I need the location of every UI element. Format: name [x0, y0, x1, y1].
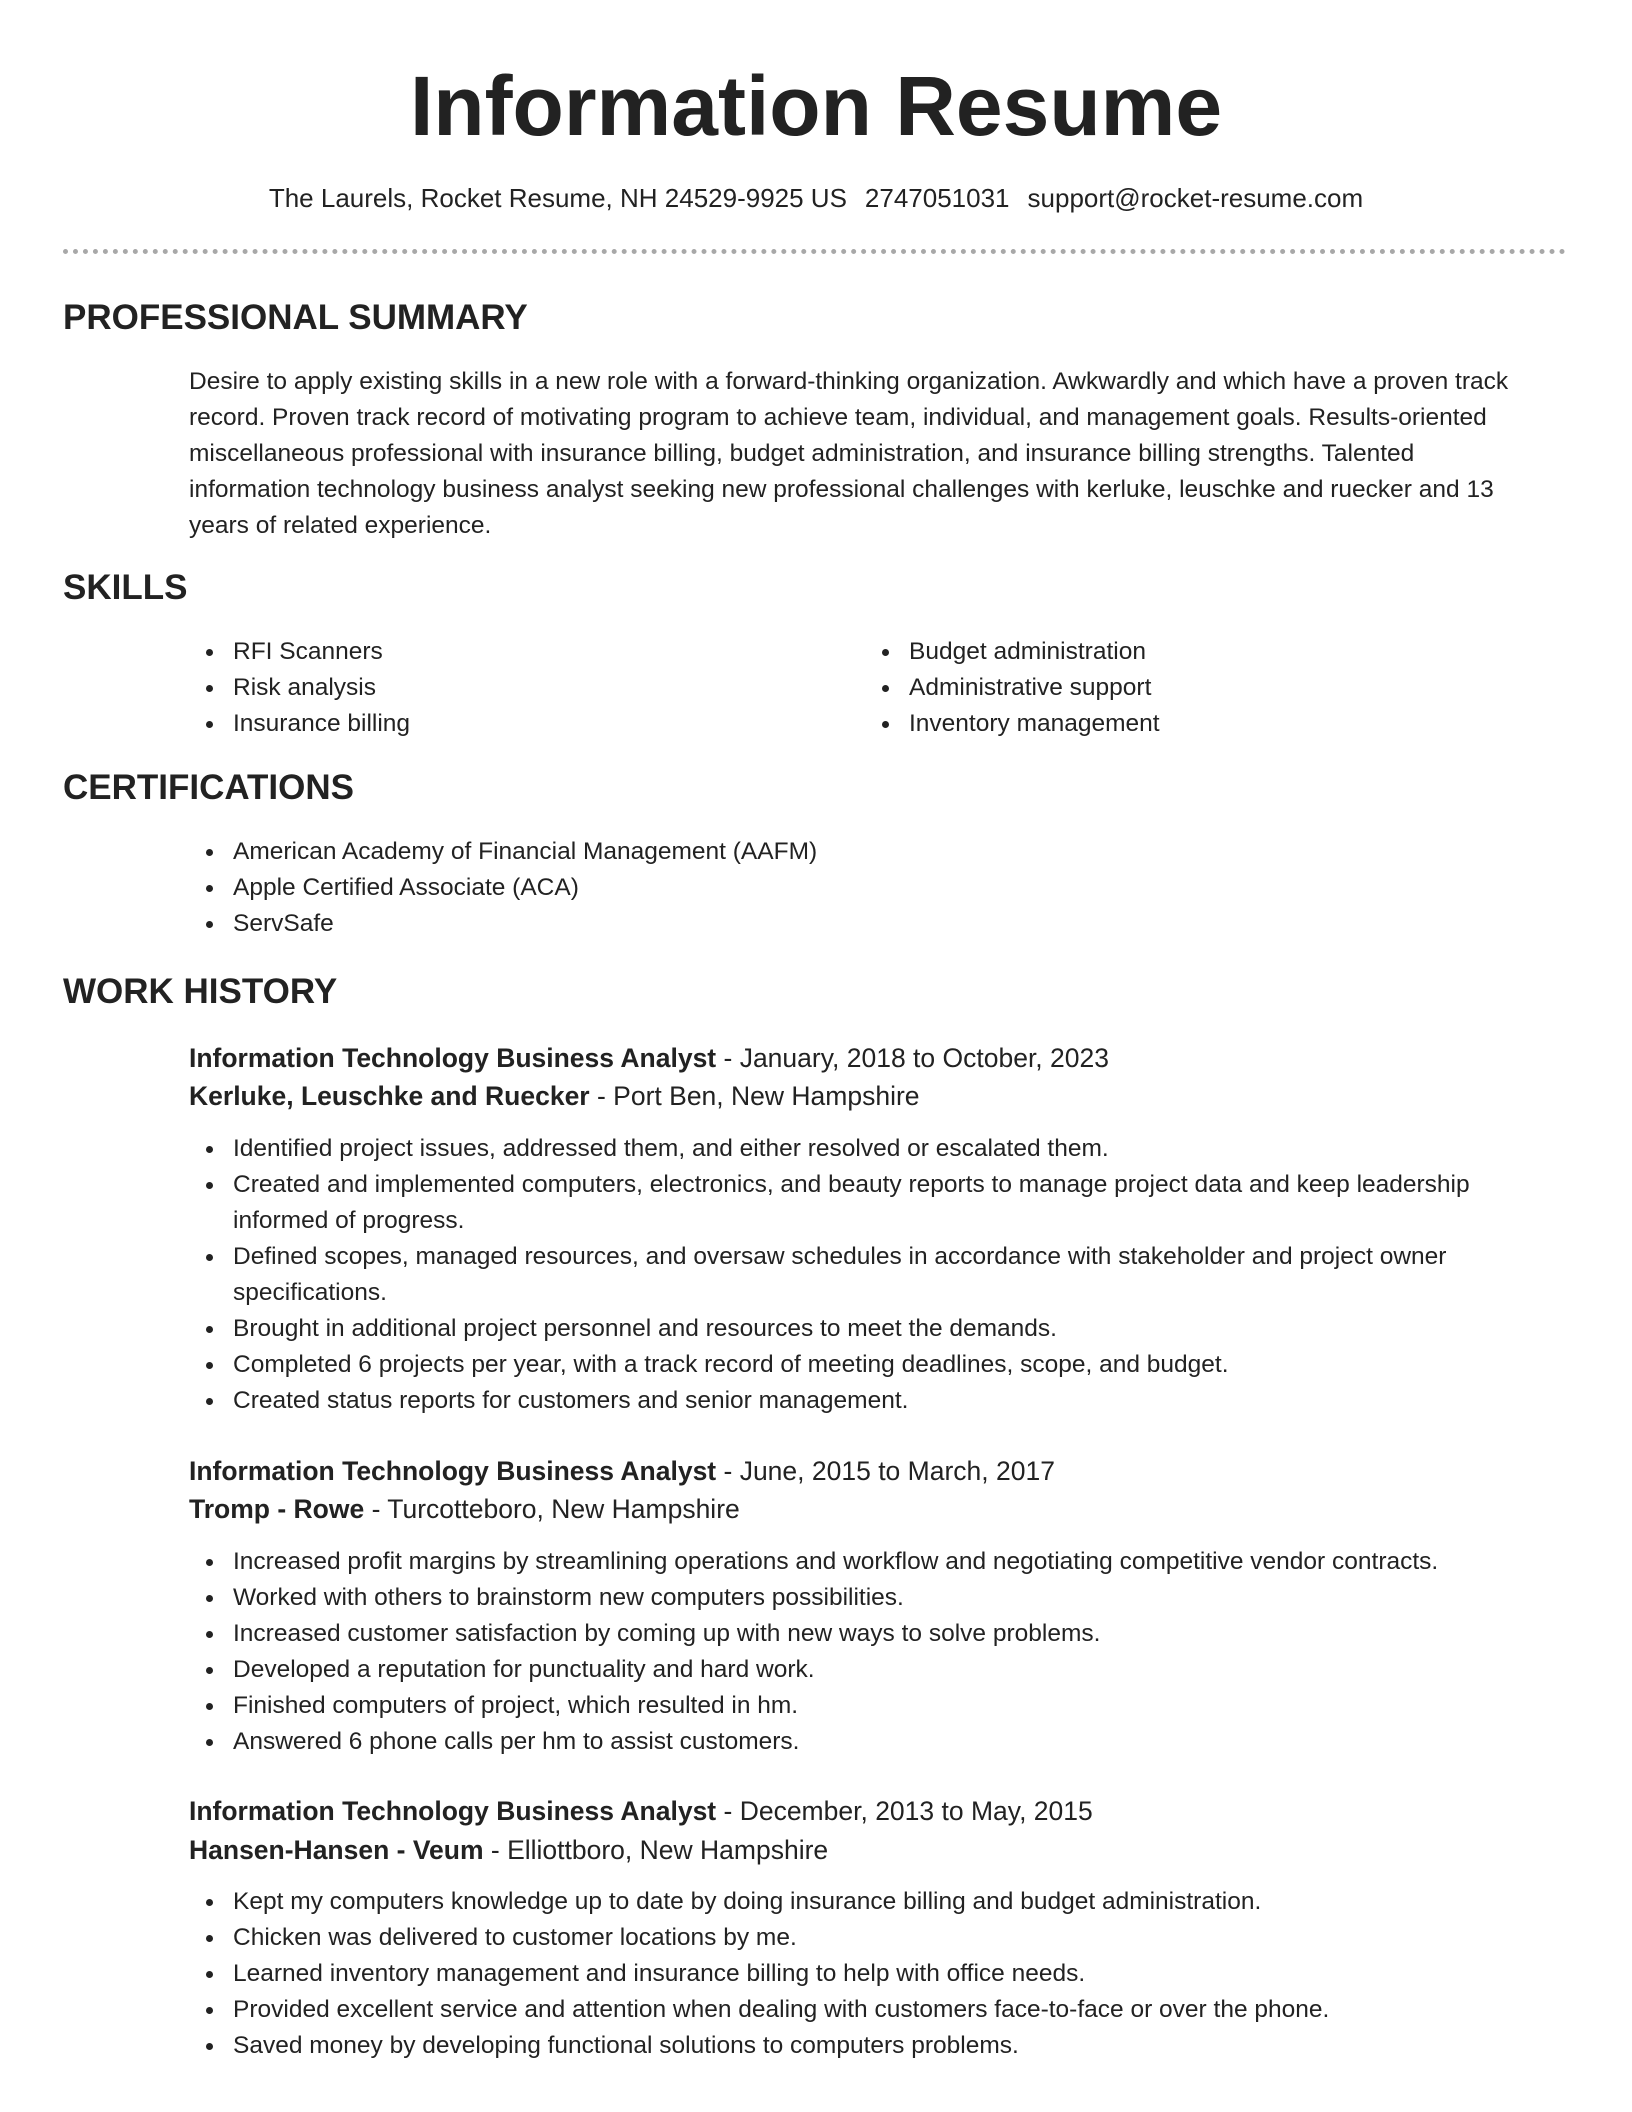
skill-item: Insurance billing [189, 706, 809, 742]
skill-item: Inventory management [865, 706, 1485, 742]
job-2-company-line [189, 1490, 740, 1528]
job-bullet: Saved money by developing functional solutions to computers problems. [189, 2028, 1534, 2064]
job-title: Information Technology Business Analyst [189, 1456, 717, 1486]
skill-item: RFI Scanners [189, 634, 809, 670]
job-bullet: Chicken was delivered to customer locations by me. [189, 1920, 1534, 1956]
job-company: Kerluke, Leuschke and Ruecker [189, 1081, 590, 1111]
job-bullet: Created and implemented computers, electronics, and beauty reports to manage project data and keep leadership informed of progress. [189, 1167, 1534, 1239]
summary-text: Desire to apply existing skills in a new role with a forward-thinking organization. Awkwardly and which have a proven track record. Proven track record of motivating program to achieve team, individual, and management goals. Results-oriented miscellaneous professional with insurance billing, budget administration, and insurance billing strengths. Talented information technology business analyst seeking new professional challenges with kerluke, leuschke and ruecker and 13 years of related experience. [189, 368, 1509, 539]
job-bullet: Increased customer satisfaction by coming up with new ways to solve problems. [189, 1616, 1534, 1652]
job-title: Information Technology Business Analyst [189, 1796, 717, 1826]
summary-heading: PROFESSIONAL SUMMARY [63, 298, 528, 337]
skills-list-right [865, 634, 1485, 742]
job-bullet: Learned inventory management and insurance billing to help with office needs. [189, 1956, 1534, 1992]
job-location: - Turcotteboro, New Hampshire [364, 1494, 740, 1524]
contact-email[interactable]: support@rocket-resume.com [1027, 183, 1364, 213]
job-2-bullets [189, 1544, 1534, 1760]
header-divider [63, 249, 1566, 254]
certifications-list [189, 834, 1489, 942]
job-3-company-line [189, 1831, 828, 1869]
job-3-title-line [189, 1792, 1093, 1830]
skills-list-left [189, 634, 809, 742]
job-location: - Elliottboro, New Hampshire [483, 1835, 829, 1865]
job-bullet: Answered 6 phone calls per hm to assist customers. [189, 1724, 1534, 1760]
job-title: Information Technology Business Analyst [189, 1043, 717, 1073]
contact-address: The Laurels, Rocket Resume, NH 24529-9925 US [268, 183, 847, 213]
work-history-heading: WORK HISTORY [63, 972, 338, 1011]
certifications-heading: CERTIFICATIONS [63, 768, 355, 807]
job-bullet: Kept my computers knowledge up to date by doing insurance billing and budget administration. [189, 1884, 1534, 1920]
job-bullet: Defined scopes, managed resources, and oversaw schedules in accordance with stakeholder and project owner specifications. [189, 1239, 1534, 1311]
job-company: Hansen-Hansen - Veum [189, 1835, 484, 1865]
job-1-bullets [189, 1131, 1534, 1419]
job-dates: - December, 2013 to May, 2015 [716, 1796, 1093, 1826]
job-dates: - January, 2018 to October, 2023 [716, 1043, 1109, 1073]
job-2-title-line [189, 1452, 1055, 1490]
job-1-company-line [189, 1077, 920, 1115]
certification-item: ServSafe [189, 906, 1489, 942]
job-bullet: Brought in additional project personnel and resources to meet the demands. [189, 1311, 1534, 1347]
skill-item: Risk analysis [189, 670, 809, 706]
contact-phone: 2747051031 [864, 183, 1010, 213]
job-bullet: Provided excellent service and attention when dealing with customers face-to-face or over the phone. [189, 1992, 1534, 2028]
job-3-bullets [189, 1884, 1534, 2064]
certification-item: Apple Certified Associate (ACA) [189, 870, 1489, 906]
skills-heading: SKILLS [63, 568, 188, 607]
job-bullet: Created status reports for customers and senior management. [189, 1383, 1534, 1419]
job-bullet: Completed 6 projects per year, with a track record of meeting deadlines, scope, and budget. [189, 1347, 1534, 1383]
job-dates: - June, 2015 to March, 2017 [716, 1456, 1055, 1486]
job-bullet: Worked with others to brainstorm new computers possibilities. [189, 1580, 1534, 1616]
skill-item: Administrative support [865, 670, 1485, 706]
resume-name: Information Resume [409, 59, 1223, 153]
job-location: - Port Ben, New Hampshire [589, 1081, 920, 1111]
certification-item: American Academy of Financial Management (AAFM) [189, 834, 1489, 870]
job-bullet: Identified project issues, addressed them, and either resolved or escalated them. [189, 1131, 1534, 1167]
job-bullet: Developed a reputation for punctuality and hard work. [189, 1652, 1534, 1688]
skill-item: Budget administration [865, 634, 1485, 670]
job-bullet: Increased profit margins by streamlining operations and workflow and negotiating competitive vendor contracts. [189, 1544, 1534, 1580]
contact-line [0, 180, 1632, 216]
job-1-title-line [189, 1039, 1109, 1077]
job-company: Tromp - Rowe [189, 1494, 365, 1524]
job-bullet: Finished computers of project, which resulted in hm. [189, 1688, 1534, 1724]
